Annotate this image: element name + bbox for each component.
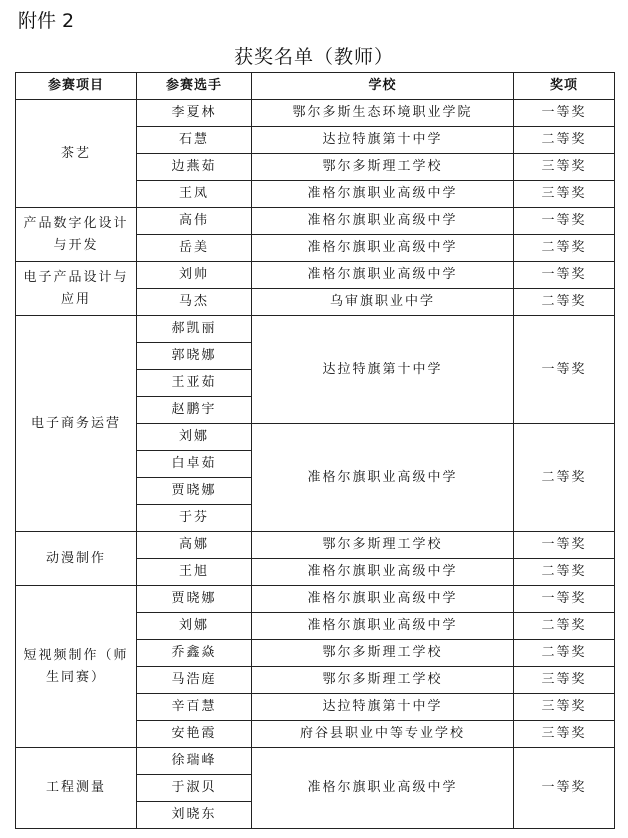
award-cell: 一等奖 xyxy=(514,586,615,613)
award-cell: 三等奖 xyxy=(514,721,615,748)
contestant-cell: 王旭 xyxy=(137,559,252,586)
school-cell: 鄂尔多斯理工学校 xyxy=(252,667,514,694)
project-cell: 动漫制作 xyxy=(16,532,137,586)
contestant-cell: 于芬 xyxy=(137,505,252,532)
award-cell: 一等奖 xyxy=(514,316,615,424)
table-row xyxy=(16,532,615,559)
project-cell: 茶艺 xyxy=(16,100,137,208)
award-cell: 三等奖 xyxy=(514,181,615,208)
school-cell: 准格尔旗职业高级中学 xyxy=(252,262,514,289)
contestant-cell: 辛百慧 xyxy=(137,694,252,721)
award-cell: 一等奖 xyxy=(514,208,615,235)
contestant-cell: 刘帅 xyxy=(137,262,252,289)
contestant-cell: 白卓茹 xyxy=(137,451,252,478)
award-cell: 二等奖 xyxy=(514,613,615,640)
contestant-cell: 于淑贝 xyxy=(137,775,252,802)
award-cell: 二等奖 xyxy=(514,235,615,262)
school-cell: 达拉特旗第十中学 xyxy=(252,316,514,424)
contestant-cell: 马杰 xyxy=(137,289,252,316)
award-cell: 一等奖 xyxy=(514,262,615,289)
award-cell: 三等奖 xyxy=(514,154,615,181)
project-cell: 电子产品设计与应用 xyxy=(16,262,137,316)
contestant-cell: 边燕茹 xyxy=(137,154,252,181)
school-cell: 鄂尔多斯理工学校 xyxy=(252,154,514,181)
contestant-cell: 刘娜 xyxy=(137,613,252,640)
project-cell: 产品数字化设计与开发 xyxy=(16,208,137,262)
contestant-cell: 石慧 xyxy=(137,127,252,154)
contestant-cell: 郝凯丽 xyxy=(137,316,252,343)
school-cell: 准格尔旗职业高级中学 xyxy=(252,586,514,613)
school-cell: 准格尔旗职业高级中学 xyxy=(252,748,514,829)
school-cell: 达拉特旗第十中学 xyxy=(252,127,514,154)
contestant-cell: 李夏林 xyxy=(137,100,252,127)
table-header-row xyxy=(16,73,615,100)
contestant-cell: 安艳霞 xyxy=(137,721,252,748)
award-cell: 三等奖 xyxy=(514,694,615,721)
table-row xyxy=(16,586,615,613)
contestant-cell: 徐瑞峰 xyxy=(137,748,252,775)
school-cell: 准格尔旗职业高级中学 xyxy=(252,424,514,532)
page-title: 获奖名单（教师） xyxy=(233,46,394,68)
award-cell: 一等奖 xyxy=(514,748,615,829)
school-cell: 准格尔旗职业高级中学 xyxy=(252,235,514,262)
contestant-cell: 岳美 xyxy=(137,235,252,262)
school-cell: 准格尔旗职业高级中学 xyxy=(252,613,514,640)
award-table xyxy=(15,72,615,829)
table-row xyxy=(16,100,615,127)
column-header-school: 学校 xyxy=(252,73,514,100)
column-header-award: 奖项 xyxy=(514,73,615,100)
award-cell: 三等奖 xyxy=(514,667,615,694)
award-cell: 一等奖 xyxy=(514,532,615,559)
school-cell: 府谷县职业中等专业学校 xyxy=(252,721,514,748)
contestant-cell: 王亚茹 xyxy=(137,370,252,397)
school-cell: 鄂尔多斯理工学校 xyxy=(252,640,514,667)
contestant-cell: 贾晓娜 xyxy=(137,478,252,505)
contestant-cell: 赵鹏宇 xyxy=(137,397,252,424)
table-row xyxy=(16,262,615,289)
award-cell: 二等奖 xyxy=(514,559,615,586)
contestant-cell: 刘娜 xyxy=(137,424,252,451)
attachment-label: 附件 2 xyxy=(18,10,75,32)
school-cell: 鄂尔多斯生态环境职业学院 xyxy=(252,100,514,127)
contestant-cell: 高娜 xyxy=(137,532,252,559)
school-cell: 达拉特旗第十中学 xyxy=(252,694,514,721)
contestant-cell: 贾晓娜 xyxy=(137,586,252,613)
school-cell: 准格尔旗职业高级中学 xyxy=(252,208,514,235)
award-cell: 二等奖 xyxy=(514,127,615,154)
contestant-cell: 王凤 xyxy=(137,181,252,208)
contestant-cell: 刘晓东 xyxy=(137,802,252,829)
table-row xyxy=(16,748,615,775)
school-cell: 准格尔旗职业高级中学 xyxy=(252,559,514,586)
project-cell: 电子商务运营 xyxy=(16,316,137,532)
contestant-cell: 马浩庭 xyxy=(137,667,252,694)
school-cell: 鄂尔多斯理工学校 xyxy=(252,532,514,559)
project-cell: 工程测量 xyxy=(16,748,137,829)
table-row xyxy=(16,208,615,235)
contestant-cell: 郭晓娜 xyxy=(137,343,252,370)
school-cell: 准格尔旗职业高级中学 xyxy=(252,181,514,208)
contestant-cell: 高伟 xyxy=(137,208,252,235)
table-row xyxy=(16,316,615,343)
contestant-cell: 乔鑫焱 xyxy=(137,640,252,667)
column-header-contestant: 参赛选手 xyxy=(137,73,252,100)
award-cell: 二等奖 xyxy=(514,289,615,316)
award-cell: 二等奖 xyxy=(514,424,615,532)
project-cell: 短视频制作（师生同赛） xyxy=(16,586,137,748)
award-cell: 一等奖 xyxy=(514,100,615,127)
award-cell: 二等奖 xyxy=(514,640,615,667)
column-header-project: 参赛项目 xyxy=(16,73,137,100)
school-cell: 乌审旗职业中学 xyxy=(252,289,514,316)
